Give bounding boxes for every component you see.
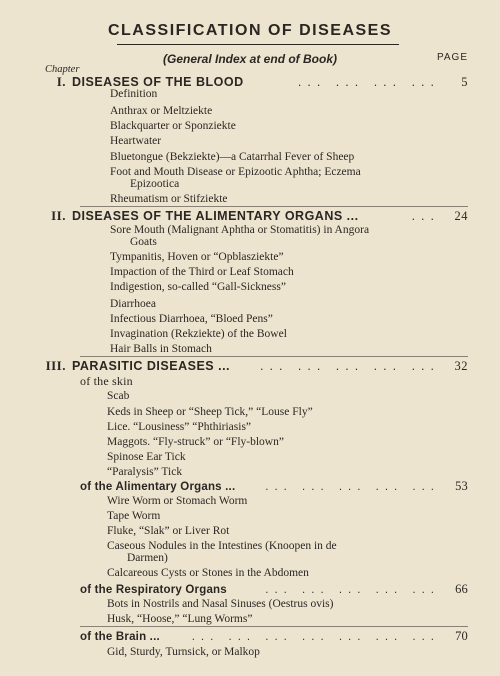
page-title: CLASSIFICATION OF DISEASES	[107, 22, 393, 39]
page-number: 53	[455, 479, 468, 493]
list-item: Tape Worm	[107, 510, 161, 522]
section-heading	[80, 374, 133, 389]
chapter-heading	[34, 74, 468, 90]
section-divider	[80, 356, 468, 357]
list-item: Invagination (Rekziekte) of the Bowel	[110, 328, 287, 340]
list-item: Foot and Mouth Disease or Epizootic Aphtha; Eczema	[110, 166, 361, 178]
leader-dots: ... ... ... ... ...	[260, 359, 440, 373]
list-item: Diarrhoea	[110, 298, 156, 310]
section-divider	[80, 626, 468, 627]
list-item: Maggots. “Fly-struck” or “Fly-blown”	[107, 436, 284, 448]
list-item: Infectious Diarrhoea, “Bloed Pens”	[110, 313, 273, 325]
list-item: Gid, Sturdy, Turnsick, or Malkop	[107, 646, 260, 658]
page-column-label: PAGE	[436, 52, 468, 63]
list-item: Fluke, “Slak” or Liver Rot	[107, 525, 230, 537]
leader-dots: ... ... ... ... ...	[265, 481, 440, 493]
section-title: of the Respiratory Organs	[80, 584, 227, 596]
page-number: 24	[454, 209, 468, 223]
list-item: “Paralysis” Tick	[107, 466, 183, 478]
list-item: Rheumatism or Stifziekte	[110, 193, 228, 205]
list-item: Hair Balls in Stomach	[110, 343, 212, 355]
section-divider	[80, 206, 468, 207]
chapter-numeral: I.	[56, 74, 66, 89]
leader-dots: ... ... ... ...	[297, 75, 440, 89]
chapter-title: DISEASES OF THE BLOOD	[72, 75, 244, 89]
list-item: Definition	[110, 88, 158, 100]
list-item: Blackquarter or Sponziekte	[110, 120, 236, 132]
section-heading	[80, 479, 468, 494]
chapter-numeral: II.	[51, 208, 66, 223]
list-item: Sore Mouth (Malignant Aphtha or Stomatitis) in Angora	[110, 224, 370, 236]
list-item: Lice. “Lousiness” “Phthiriasis”	[107, 421, 252, 433]
leader-dots: ...	[411, 209, 440, 223]
list-item: Tympanitis, Hoven or “Opblasziekte”	[110, 251, 284, 263]
list-item: Bluetongue (Bekziekte)—a Catarrhal Fever of Sheep	[110, 151, 355, 163]
list-item-continuation: Goats	[130, 236, 157, 248]
chapter-numeral: III.	[45, 358, 66, 373]
list-item: Calcareous Cysts or Stones in the Abdomen	[107, 567, 309, 579]
page-number: 66	[455, 582, 468, 596]
section-title: of the Brain ...	[80, 631, 160, 643]
page-number: 70	[455, 629, 468, 643]
list-item: Keds in Sheep or “Sheep Tick,” “Louse Fly”	[107, 406, 313, 418]
chapter-heading	[34, 358, 468, 374]
chapter-heading	[34, 208, 468, 224]
page-number: 32	[454, 359, 468, 373]
chapter-column-label: Chapter	[45, 64, 80, 75]
section-heading	[80, 629, 468, 644]
chapter-title: PARASITIC DISEASES ...	[72, 359, 231, 373]
list-item: Scab	[107, 390, 130, 402]
page-subtitle: (General Index at end of Book)	[162, 52, 338, 66]
list-item: Heartwater	[110, 135, 162, 147]
list-item: Anthrax or Meltziekte	[110, 105, 213, 117]
list-item: Caseous Nodules in the Intestines (Knoopen in de	[107, 540, 337, 552]
section-title: of the Alimentary Organs ...	[80, 481, 236, 493]
list-item: Indigestion, so-called “Gall-Sickness”	[110, 281, 286, 293]
list-item-continuation: Epizootica	[130, 178, 180, 190]
section-title: of the skin	[80, 374, 133, 388]
chapter-title: DISEASES OF THE ALIMENTARY ORGANS ...	[72, 209, 359, 223]
leader-dots: ... ... ... ... ... ... ...	[191, 631, 440, 643]
section-heading	[80, 582, 468, 597]
leader-dots: ... ... ... ... ...	[265, 584, 440, 596]
list-item: Bots in Nostrils and Nasal Sinuses (Oestrus ovis)	[107, 598, 334, 610]
list-item: Husk, “Hoose,” “Lung Worms”	[107, 613, 253, 625]
list-item: Wire Worm or Stomach Worm	[107, 495, 248, 507]
title-underline	[117, 44, 399, 45]
list-item-continuation: Darmen)	[127, 552, 168, 564]
list-item: Impaction of the Third or Leaf Stomach	[110, 266, 294, 278]
page-number: 5	[461, 75, 468, 89]
list-item: Spinose Ear Tick	[107, 451, 186, 463]
